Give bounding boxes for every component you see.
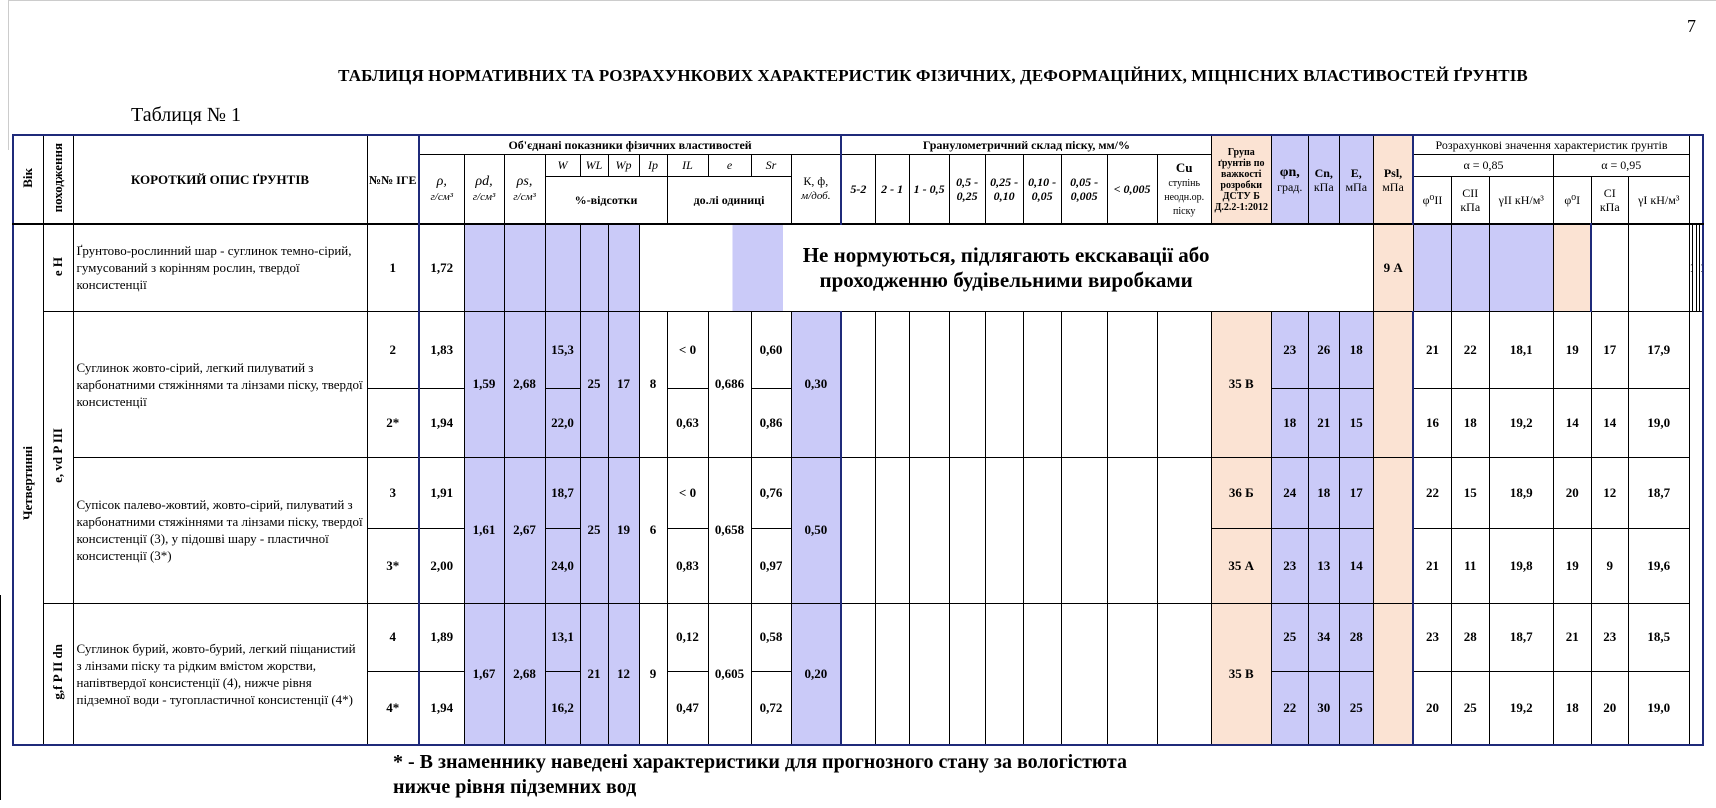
phi2-cell: 23: [1413, 603, 1451, 671]
c1-cell: 9: [1591, 528, 1628, 603]
gran-025-010-header: 0,25 - 0,10: [985, 154, 1023, 224]
wl-cell: 25: [580, 311, 608, 457]
phi-n-cell: [1413, 224, 1451, 311]
ige-cell: 2*: [367, 388, 419, 457]
wp-cell: [608, 224, 639, 311]
il-cell: 0,63: [667, 388, 708, 457]
gran-cell: [1107, 311, 1157, 457]
gamma2-cell: 19,8: [1489, 528, 1553, 603]
wl-header: WL: [580, 154, 608, 176]
c2-cell: 28: [1451, 603, 1489, 671]
c-n-cell: 13: [1308, 528, 1339, 603]
wp-header: Wp: [608, 154, 639, 176]
sr-cell: 0,60: [751, 311, 791, 388]
gran-cell: [1023, 311, 1061, 457]
sr-cell: 0,86: [751, 388, 791, 457]
sr-header: Sr: [751, 154, 791, 176]
gran-cell: [1107, 457, 1157, 603]
phi-n-cell: 25: [1271, 603, 1308, 671]
not-standardized-note: Не нормуються, підлягають екскавації або проходженню будівельними виробками: [639, 224, 1373, 311]
rho-s-cell: 2,68: [504, 311, 545, 457]
c1-cell: 12: [1591, 457, 1628, 528]
il-cell: < 0: [667, 457, 708, 528]
il-cell: 0,12: [667, 603, 708, 671]
ige-cell: 4*: [367, 671, 419, 745]
w-cell: 22,0: [545, 388, 580, 457]
page-left-mark: [0, 595, 5, 800]
phi1-cell: 20: [1553, 457, 1591, 528]
phi2-cell: 20: [1413, 671, 1451, 745]
origin-cell: e, vd P III: [43, 311, 73, 603]
gran-cell: [985, 457, 1023, 603]
c1-cell: 17: [1591, 311, 1628, 388]
wl-cell: 25: [580, 457, 608, 603]
c2-cell: 15: [1451, 457, 1489, 528]
il-cell: 0,83: [667, 528, 708, 603]
sr-cell: 0,97: [751, 528, 791, 603]
gamma2-header: γII кН/м³: [1489, 176, 1553, 224]
ip-header: Ip: [639, 154, 667, 176]
phi-n-cell: 24: [1271, 457, 1308, 528]
gamma2-cell: 19,2: [1489, 388, 1553, 457]
page-title: ТАБЛИЦЯ НОРМАТИВНИХ ТА РОЗРАХУНКОВИХ ХАРАКТЕРИСТИК ФІЗИЧНИХ, ДЕФОРМАЦІЙНИХ, МІЦНІСНИХ ВЛАСТИВОСТЕЙ ҐРУНТІВ: [338, 66, 1528, 85]
rho-cell: 1,94: [419, 671, 464, 745]
w-cell: 16,2: [545, 671, 580, 745]
gran-cell: [909, 311, 949, 457]
p-sl-cell: [1373, 457, 1413, 603]
granulometry-header: Гранулометричний склад піску, мм/%: [841, 135, 1211, 154]
gran-cell: [875, 311, 909, 457]
phi2-cell: [1591, 224, 1628, 311]
rho-cell: 2,00: [419, 528, 464, 603]
c2-header: CII кПа: [1451, 176, 1489, 224]
c2-cell: 22: [1451, 311, 1489, 388]
ip-cell: 8: [639, 311, 667, 457]
il-cell: 0,47: [667, 671, 708, 745]
calculated-values-header: Розрахункові значення характеристик ґрунтів: [1413, 135, 1689, 154]
ige-cell: 1: [367, 224, 419, 311]
ip-cell: 9: [639, 603, 667, 745]
phi1-cell: 19: [1553, 528, 1591, 603]
gran-cell: [985, 603, 1023, 745]
gran-cell: [841, 311, 875, 457]
e-modulus-header: E, мПа: [1339, 135, 1373, 224]
excavation-group-cell: 9 А: [1373, 224, 1413, 311]
e-modulus-cell: 17: [1339, 457, 1373, 528]
fraction-header: до.лі одиниці: [667, 176, 791, 224]
e-cell: 0,605: [708, 603, 751, 745]
phi-n-header: φn, град.: [1271, 135, 1308, 224]
gran-005-0005-header: 0,05 - 0,005: [1061, 154, 1107, 224]
e-modulus-cell: 18: [1339, 311, 1373, 388]
gamma1-cell: 19,0: [1628, 388, 1689, 457]
phi1-header: φ⁰I: [1553, 176, 1591, 224]
sr-cell: 0,76: [751, 457, 791, 528]
c-n-header: Cn, кПа: [1308, 135, 1339, 224]
p-sl-cell: [1553, 224, 1591, 311]
origin-header: походження: [43, 135, 73, 224]
gamma1-header: γI кН/м³: [1628, 176, 1689, 224]
e-header: e: [708, 154, 751, 176]
gran-cell: [949, 311, 985, 457]
e-modulus-cell: 25: [1339, 671, 1373, 745]
gran-cell: [1061, 457, 1107, 603]
cu-cell: [1157, 603, 1211, 745]
phi2-cell: 21: [1413, 528, 1451, 603]
phi2-header: φ⁰II: [1413, 176, 1451, 224]
description-header: КОРОТКИЙ ОПИС ҐРУНТІВ: [73, 135, 367, 224]
c1-header: CI кПа: [1591, 176, 1628, 224]
e-modulus-cell: 14: [1339, 528, 1373, 603]
table-number: Таблиця № 1: [131, 104, 241, 126]
w-cell: 15,3: [545, 311, 580, 388]
phi1-cell: 14: [1553, 388, 1591, 457]
layer-description: Суглинок жовто-сірий, легкий пилуватий з карбонатними стяжіннями та лінзами піску, твердої консистенції: [73, 311, 367, 457]
layer-description: Ґрунтово-рослинний шар - суглинок темно-сірий, гумусований з корінням рослин, твердої консистенції: [73, 224, 367, 311]
page-number: 7: [1687, 16, 1696, 36]
p-sl-cell: [1373, 603, 1413, 745]
e-modulus-cell: 15: [1339, 388, 1373, 457]
gran-cell: [875, 603, 909, 745]
phi-n-cell: 23: [1271, 311, 1308, 388]
p-sl-header: Psl, мПа: [1373, 135, 1413, 224]
excavation-group-cell: 36 Б: [1211, 457, 1271, 528]
excavation-group-cell: 35 В: [1211, 603, 1271, 745]
rho-cell: 1,94: [419, 388, 464, 457]
excavation-group-header: Група ґрунтів по важкості розробки ДСТУ Б Д.2.2-1:2012: [1211, 135, 1271, 224]
rho-d-cell: 1,61: [464, 457, 504, 603]
gran-5-2-header: 5-2: [841, 154, 875, 224]
gamma1-cell: 17,9: [1628, 311, 1689, 388]
ige-cell: 2: [367, 311, 419, 388]
il-header: IL: [667, 154, 708, 176]
gran-lt-0005-header: < 0,005: [1107, 154, 1157, 224]
rho-cell: 1,89: [419, 603, 464, 671]
k-cell: 0,50: [791, 457, 841, 603]
k-cell: 0,20: [791, 603, 841, 745]
excavation-group-cell: 35 В: [1211, 311, 1271, 457]
gran-cell: [909, 603, 949, 745]
gamma2-cell: 18,1: [1489, 311, 1553, 388]
e-modulus-cell: 28: [1339, 603, 1373, 671]
e-cell: 0,658: [708, 457, 751, 603]
gran-cell: [1061, 603, 1107, 745]
rho-header: ρ, г/см³: [419, 154, 464, 224]
c-n-cell: 18: [1308, 457, 1339, 528]
rho-cell: 1,72: [419, 224, 464, 311]
rho-d-header: ρd, г/см³: [464, 154, 504, 224]
gran-05-025-header: 0,5 - 0,25: [949, 154, 985, 224]
cu-cell: [1157, 457, 1211, 603]
wl-cell: 21: [580, 603, 608, 745]
cu-cell: [1157, 311, 1211, 457]
phi2-cell: 21: [1413, 311, 1451, 388]
alpha-085-header: α = 0,85: [1413, 154, 1553, 176]
excavation-group-cell: 35 А: [1211, 528, 1271, 603]
c-n-cell: 30: [1308, 671, 1339, 745]
p-sl-cell: [1373, 311, 1413, 457]
rho-s-cell: [504, 224, 545, 311]
rho-s-cell: 2,67: [504, 457, 545, 603]
phi1-cell: 19: [1553, 311, 1591, 388]
phi2-cell: 16: [1413, 388, 1451, 457]
origin-cell: g,f P II dn: [43, 603, 73, 745]
c2-cell: 18: [1451, 388, 1489, 457]
k-header: К, ф, м/доб.: [791, 154, 841, 224]
phi1-cell: 18: [1553, 671, 1591, 745]
age-header: Вік: [13, 135, 43, 224]
gran-cell: [1023, 457, 1061, 603]
ige-header: №№ ІГЕ: [367, 135, 419, 224]
e-cell: 0,686: [708, 311, 751, 457]
rho-d-cell: 1,59: [464, 311, 504, 457]
w-cell: 18,7: [545, 457, 580, 528]
gran-cell: [909, 457, 949, 603]
phi1-cell: 21: [1553, 603, 1591, 671]
gran-cell: [949, 457, 985, 603]
page-frame-top: [8, 0, 1716, 2]
ige-cell: 3*: [367, 528, 419, 603]
sr-cell: 0,58: [751, 603, 791, 671]
gamma2-cell: 18,7: [1489, 603, 1553, 671]
physical-properties-header: Об'єднані показники фізичних властивостей: [419, 135, 841, 154]
gran-cell: [949, 603, 985, 745]
sr-cell: 0,72: [751, 671, 791, 745]
phi-n-cell: 18: [1271, 388, 1308, 457]
phi-n-cell: 22: [1271, 671, 1308, 745]
phi-n-cell: 23: [1271, 528, 1308, 603]
ige-cell: 3: [367, 457, 419, 528]
w-cell: 24,0: [545, 528, 580, 603]
gamma1-cell: 19,0: [1628, 671, 1689, 745]
c-n-cell: 21: [1308, 388, 1339, 457]
wl-cell: [580, 224, 608, 311]
gran-1-05-header: 1 - 0,5: [909, 154, 949, 224]
rho-cell: 1,91: [419, 457, 464, 528]
gran-cell: [841, 457, 875, 603]
gran-2-1-header: 2 - 1: [875, 154, 909, 224]
w-cell: 13,1: [545, 603, 580, 671]
footnote: [393, 750, 1127, 800]
c1-cell: 20: [1591, 671, 1628, 745]
gamma1-cell: [1700, 224, 1703, 311]
w-cell: [545, 224, 580, 311]
rho-s-cell: 2,68: [504, 603, 545, 745]
gran-cell: [875, 457, 909, 603]
soil-properties-table: [12, 134, 1704, 746]
age-cell: Четвертинні: [13, 224, 43, 745]
gran-cell: [1061, 311, 1107, 457]
k-cell: 0,30: [791, 311, 841, 457]
cu-header: Cu ступінь неодн.ор. піску: [1157, 154, 1211, 224]
rho-cell: 1,83: [419, 311, 464, 388]
wp-cell: 12: [608, 603, 639, 745]
wp-cell: 17: [608, 311, 639, 457]
alpha-095-header: α = 0,95: [1553, 154, 1689, 176]
gran-cell: [1107, 603, 1157, 745]
gran-cell: [1023, 603, 1061, 745]
gran-010-005-header: 0,10 - 0,05: [1023, 154, 1061, 224]
footnote-line-2: нижче рівня підземних вод: [393, 776, 637, 798]
layer-description: Суглинок бурий, жовто-бурий, легкий піщанистий з лінзами піску та рідким вмістом жорстви, напівтвердої консистенції (4), нижче рівня підземної води - тугопластичної консистенції (4*): [73, 603, 367, 745]
gamma1-cell: 18,7: [1628, 457, 1689, 528]
rho-s-header: ρs, г/см³: [504, 154, 545, 224]
c-n-cell: [1451, 224, 1489, 311]
wp-cell: 19: [608, 457, 639, 603]
e-modulus-cell: [1489, 224, 1553, 311]
footnote-line-1: * - В знаменнику наведені характеристики для прогнозного стану за вологістюта: [393, 751, 1127, 773]
c1-cell: 23: [1591, 603, 1628, 671]
gran-cell: [985, 311, 1023, 457]
origin-cell: e H: [43, 224, 73, 311]
w-header: W: [545, 154, 580, 176]
gran-cell: [841, 603, 875, 745]
c-n-cell: 26: [1308, 311, 1339, 388]
ip-cell: 6: [639, 457, 667, 603]
c2-cell: [1628, 224, 1689, 311]
c2-cell: 11: [1451, 528, 1489, 603]
phi2-cell: 22: [1413, 457, 1451, 528]
gamma2-cell: 19,2: [1489, 671, 1553, 745]
layer-description: Супісок палево-жовтий, жовто-сірий, пилуватий з карбонатними стяжіннями та лінзами піску, твердої консистенції (3), у підошві шару - пластичної консистенції (3*): [73, 457, 367, 603]
ige-cell: 4: [367, 603, 419, 671]
c2-cell: 25: [1451, 671, 1489, 745]
percent-header: %-відсотки: [545, 176, 667, 224]
gamma2-cell: 18,9: [1489, 457, 1553, 528]
gamma1-cell: 19,6: [1628, 528, 1689, 603]
rho-d-cell: 1,67: [464, 603, 504, 745]
il-cell: < 0: [667, 311, 708, 388]
rho-d-cell: [464, 224, 504, 311]
gamma1-cell: 18,5: [1628, 603, 1689, 671]
c-n-cell: 34: [1308, 603, 1339, 671]
c1-cell: 14: [1591, 388, 1628, 457]
